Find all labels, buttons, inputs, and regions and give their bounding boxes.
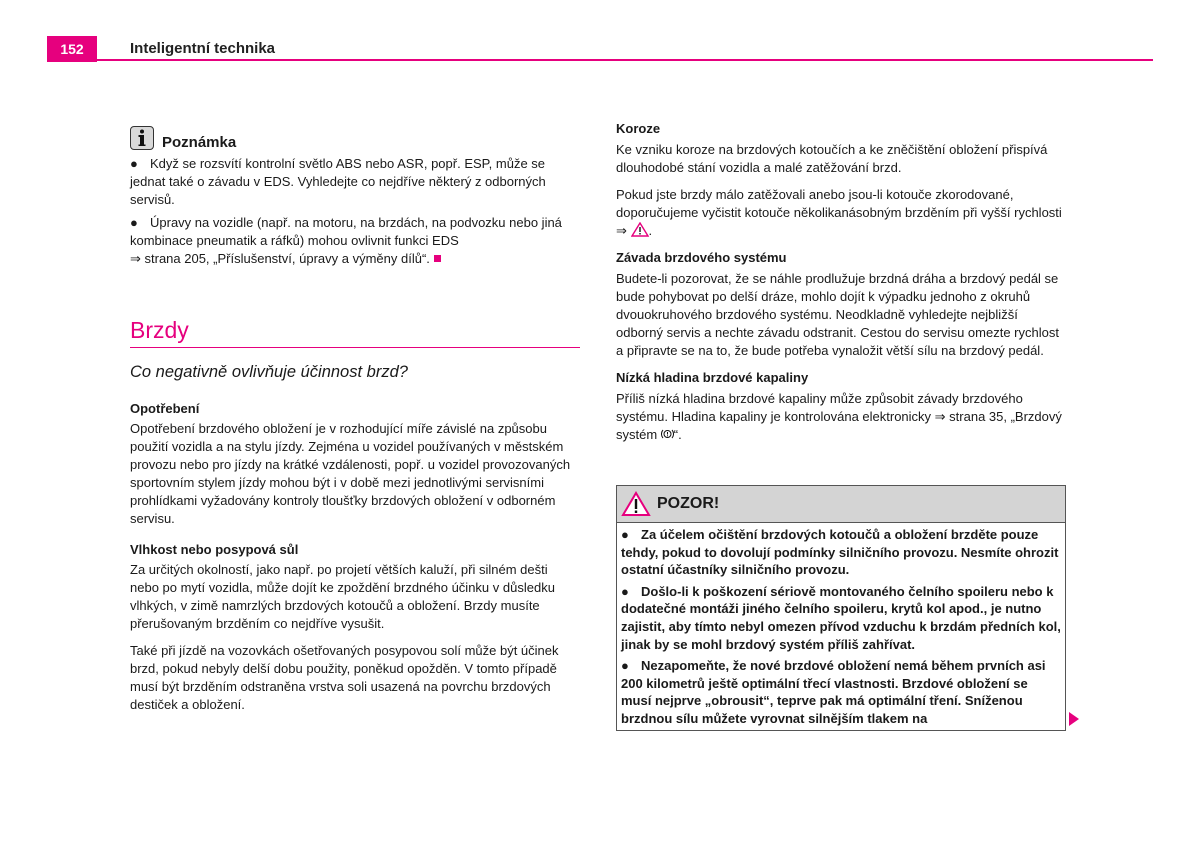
note-title: Poznámka	[162, 133, 237, 151]
brakes-section	[130, 316, 580, 714]
brake-system-icon	[661, 428, 674, 440]
section-title: Brzdy	[130, 317, 189, 343]
wear-text: Opotřebení brzdového obložení je v rozhodující míře závislé na způsobu použití vozidla a na stylu jízdy. Zejména u vozidel používaných v městském provozu nebo pro jízdy na krátké vzdálenosti, popř. u vozidel provozovaných sportovním stylem jízdy mohou být i v době mezi jednotlivými servisními prohlídkami vyžadovány kontroly tloušťky brzdových obložení v odborném servisu.	[130, 421, 571, 526]
corrosion-text-2: Pokud jste brzdy málo zatěžovali anebo jsou-li kotouče zkorodované, doporučujeme vyčistit kotouče několikanásobným brzděním při vyšší rychlosti ⇒ .	[616, 187, 1062, 238]
note-section	[130, 124, 580, 268]
warning-bullet-new-pads: ● Nezapomeňte, že nové brzdové obložení nemá během prvních asi 200 kilometrů ještě optimální třecí vlastnosti. Brzdové obložení se musí nejprve „obrousit“, teprve pak má optimální tření. Sníženou brzdnou sílu můžete vyrovnat silnějším tlakem na	[621, 658, 1046, 726]
section-rule	[130, 347, 580, 348]
warning-title: POZOR!	[657, 495, 720, 512]
corrosion-heading: Koroze	[616, 121, 661, 136]
moisture-text-1: Za určitých okolností, jako např. po projetí větších kaluží, při silném dešti nebo po mytí vozidla, může dojít ke zpoždění brzdného účinku v důsledku vlhkých, v zimě namrzlých brzdových kotoučů a obložení. Brzdy musíte přerušovaným brzděním co nejdříve vysušit.	[130, 562, 555, 631]
end-marker-icon	[434, 255, 441, 262]
wear-heading: Opotřebení	[130, 401, 200, 416]
failure-heading: Závada brzdového systému	[616, 250, 787, 265]
page-number: 152	[47, 36, 97, 62]
moisture-text-2: Také při jízdě na vozovkách ošetřovaných posypovou solí může být účinek brzd, pokud nebyly delší dobu použity, poněkud opožděn. V tomto případě musí být brzděním odstraněna vrstva soli usazená na povrchu brzdových destiček a obložení.	[130, 643, 559, 712]
reference-link: ⇒ strana 205, „Příslušenství, úpravy a výměny dílů“.	[130, 251, 430, 266]
fluid-heading: Nízká hladina brzdové kapaliny	[616, 370, 809, 385]
info-icon	[130, 126, 154, 150]
chapter-title: Inteligentní technika	[130, 40, 276, 57]
corrosion-text-1: Ke vzniku koroze na brzdových kotoučích a ke zněčištění obložení přispívá dlouhodobé stání vozidla a malé zatěžování brzd.	[616, 142, 1048, 175]
warning-bullet-cleaning: ● Za účelem očištění brzdových kotoučů a obložení brzděte pouze tehdy, pokud to dovolují podmínky silničního provozu. Nesmíte ohrozit ostatní účastníky silničního provozu.	[621, 527, 1059, 578]
right-column	[616, 120, 1068, 444]
failure-text: Budete-li pozorovat, že se náhle prodlužuje brzdná dráha a brzdový pedál se bude pohybovat po delší dráze, mohlo dojít k výpadku jednoho z okruhů dvouokruhového brzdového systému. Neodkladně vyhledejte nejbližší odborný servis a nechte závadu odstranit. Cestou do servisu omezte rychlost a připravte se na to, že bude potřeba vynaložit větší sílu na brzdový pedál.	[616, 271, 1059, 358]
warning-triangle-icon	[621, 491, 651, 517]
warning-triangle-icon	[631, 222, 649, 237]
moisture-heading: Vlhkost nebo posypová sůl	[130, 542, 299, 557]
note-bullet-modifications: ● Úpravy na vozidle (např. na motoru, na brzdách, na podvozku nebo jiná kombinace pneumatik a ráfků) mohou ovlivnit funkci EDS ⇒ strana 205, „Příslušenství, úpravy a výměny dílů“.	[130, 215, 562, 266]
warning-box	[616, 485, 1066, 731]
fluid-text: Příliš nízká hladina brzdové kapaliny může způsobit závady brzdového systému. Hladina kapaliny je kontrolována elektronicky ⇒ strana 35, „Brzdový systém “.	[616, 391, 1062, 442]
header-rule	[47, 59, 1153, 61]
note-bullet-abs: ● Když se rozsvítí kontrolní světlo ABS nebo ASR, popř. ESP, může se jednat také o závadu v EDS. Vyhledejte co nejdříve některý z odborných servisů.	[130, 156, 546, 207]
page-header	[47, 36, 1153, 62]
continue-arrow-icon	[1069, 712, 1079, 726]
warning-header	[617, 486, 1065, 523]
warning-bullet-spoiler: ● Došlo-li k poškození sériově montovaného čelního spoileru nebo k dodatečné montáži jiného čelního spoileru, krytů kol apod., je nutno zajistit, aby tímto nebyl omezen přívod vzduchu k brzdám předních kol, jinak by se mohl brzdový systém příliš zahřívat.	[621, 583, 1061, 652]
section-subtitle: Co negativně ovlivňuje účinnost brzd?	[130, 363, 408, 381]
